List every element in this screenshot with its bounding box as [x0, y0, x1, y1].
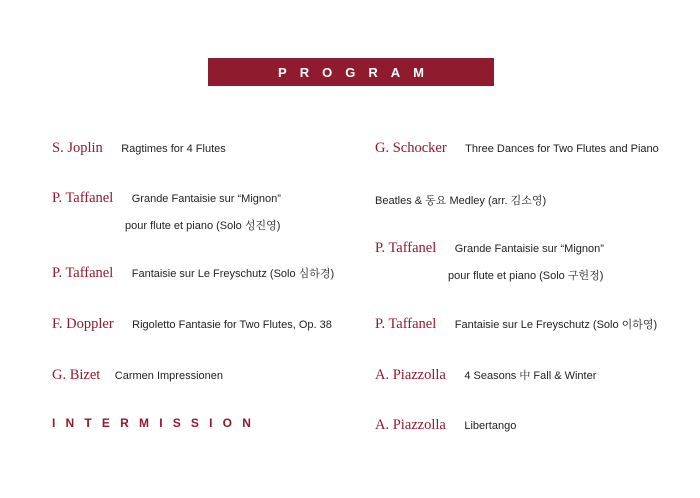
program-item: [52, 315, 332, 333]
work-title: Libertango: [464, 420, 517, 432]
program-item: [52, 366, 223, 384]
work-title: Beatles & 동요 Medley (arr. 김소영): [375, 195, 547, 207]
program-item: [375, 191, 546, 209]
composer-name: S. Joplin: [52, 140, 103, 156]
program-item: [375, 315, 657, 333]
work-title: 4 Seasons 中 Fall & Winter: [464, 370, 597, 382]
composer-name: A. Piazzolla: [375, 417, 446, 433]
work-title-line2: pour flute et piano (Solo 구헌정): [448, 270, 604, 282]
composer-name: G. Bizet: [52, 367, 101, 383]
composer-name: P. Taffanel: [375, 240, 437, 256]
composer-name: P. Taffanel: [375, 316, 437, 332]
intermission-label: INTERMISSION: [52, 416, 262, 430]
work-title: Grande Fantaisie sur “Mignon”: [454, 243, 604, 255]
composer-name: P. Taffanel: [52, 265, 114, 281]
work-title: Fantaisie sur Le Freyschutz (Solo 심하경): [131, 268, 335, 280]
composer-name: A. Piazzolla: [375, 367, 446, 383]
program-item: [52, 139, 226, 157]
composer-name: F. Doppler: [52, 316, 114, 332]
work-title: Rigoletto Fantasie for Two Flutes, Op. 38: [132, 319, 332, 331]
program-item: [375, 239, 604, 257]
composer-name: G. Schocker: [375, 140, 447, 156]
work-title: Three Dances for Two Flutes and Piano: [465, 143, 659, 155]
program-item: [52, 189, 281, 207]
work-title: Fantaisie sur Le Freyschutz (Solo 이하영): [454, 319, 658, 331]
program-banner: [208, 58, 494, 86]
program-item: [52, 264, 334, 282]
work-title: Grande Fantaisie sur “Mignon”: [131, 193, 281, 205]
work-title: Carmen Impressionen: [114, 370, 223, 382]
work-title: Ragtimes for 4 Flutes: [121, 143, 226, 155]
program-title: PROGRAM: [278, 64, 437, 80]
program-item: [375, 139, 659, 157]
work-title-line2: pour flute et piano (Solo 성진영): [125, 220, 281, 232]
program-item: [375, 366, 596, 384]
program-item: [375, 416, 516, 434]
composer-name: P. Taffanel: [52, 190, 114, 206]
